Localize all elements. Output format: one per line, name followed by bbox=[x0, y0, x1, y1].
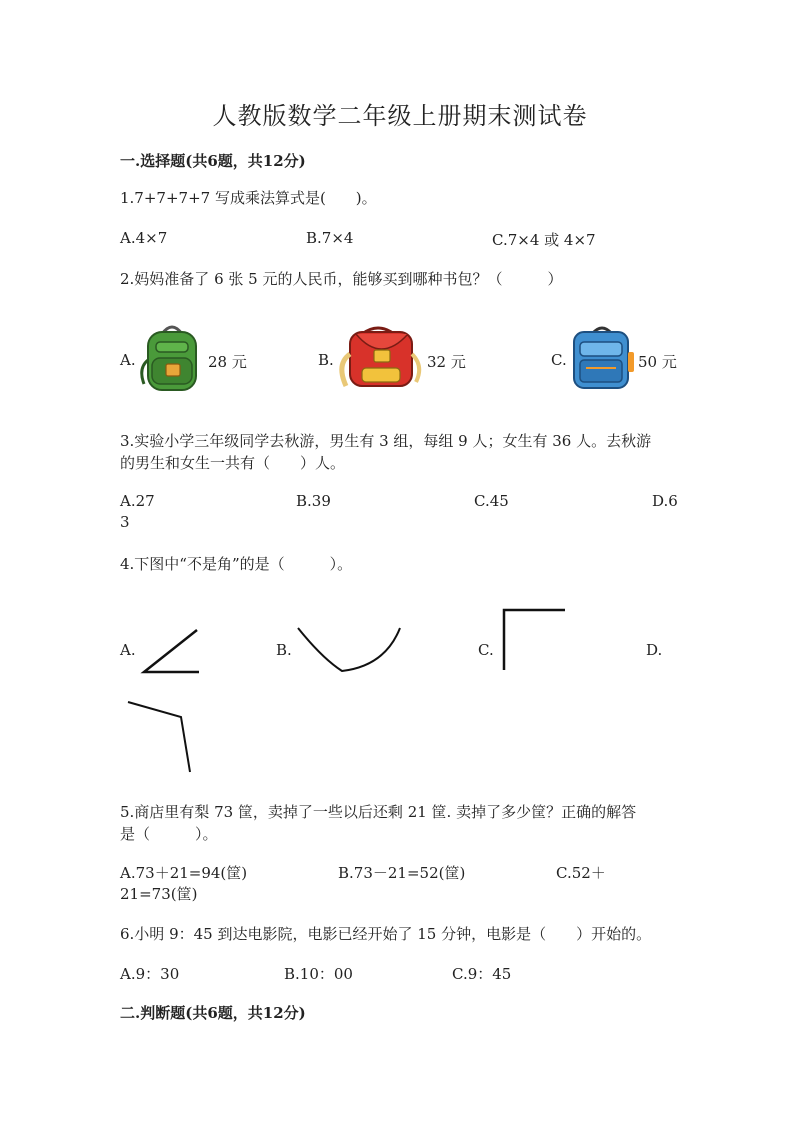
figure-c-angle bbox=[504, 610, 565, 670]
q6-option-b: B.10：00 bbox=[284, 965, 353, 983]
question-5-line-2: 是（ ）。 bbox=[120, 825, 218, 843]
q2-option-b-label: B. bbox=[318, 351, 334, 369]
question-3-line-1: 3.实验小学三年级同学去秋游，男生有 3 组，每组 9 人；女生有 36 人。去秋游 bbox=[120, 432, 652, 450]
q4-label-d: D. bbox=[646, 641, 663, 659]
q5-option-c-wrap: 21=73(筐) bbox=[120, 885, 198, 903]
q5-option-a: A.73＋21=94(筐) bbox=[120, 864, 248, 882]
question-1: 1.7+7+7+7 写成乘法算式是( )。 bbox=[120, 189, 377, 207]
q5-option-b: B.73－21=52(筐) bbox=[338, 864, 466, 882]
q2-price-b: 32 元 bbox=[427, 353, 466, 371]
section-1-heading: 一.选择题(共6题，共12分) bbox=[120, 152, 306, 170]
question-5-line-1: 5.商店里有梨 73 筐，卖掉了一些以后还剩 21 筐. 卖掉了多少筐？正确的解答 bbox=[120, 803, 637, 821]
q2-option-c-label: C. bbox=[551, 351, 567, 369]
q2-price-a: 28 元 bbox=[208, 353, 247, 371]
q3-option-b: B.39 bbox=[296, 492, 331, 510]
section-2-heading: 二.判断题(共6题，共12分) bbox=[120, 1004, 306, 1022]
question-3-line-2: 的男生和女生一共有（ ）人。 bbox=[120, 454, 346, 472]
q2-price-c: 50 元 bbox=[638, 353, 677, 371]
q3-option-a: A.27 bbox=[120, 492, 155, 510]
q6-option-a: A.9：30 bbox=[120, 965, 180, 983]
page-title: 人教版数学二年级上册期末测试卷 bbox=[212, 102, 588, 130]
q4-label-a: A. bbox=[120, 641, 136, 659]
q3-option-d-wrap: 3 bbox=[120, 513, 130, 531]
figure-d-angle bbox=[128, 702, 190, 772]
question-4: 4.下图中“不是角”的是（ ）。 bbox=[120, 555, 353, 573]
question-6: 6.小明 9：45 到达电影院，电影已经开始了 15 分钟，电影是（ ）开始的。 bbox=[120, 925, 652, 943]
q6-option-c: C.9：45 bbox=[452, 965, 512, 983]
figure-b-curve bbox=[298, 628, 400, 671]
q5-option-c: C.52＋ bbox=[556, 864, 606, 882]
q4-label-c: C. bbox=[478, 641, 494, 659]
q3-option-d: D.6 bbox=[652, 492, 678, 510]
q1-option-c: C.7×4 或 4×7 bbox=[492, 231, 596, 249]
q1-option-b: B.7×4 bbox=[306, 229, 354, 247]
q4-label-b: B. bbox=[276, 641, 292, 659]
figure-a-angle bbox=[144, 630, 199, 672]
q2-option-a-label: A. bbox=[120, 351, 136, 369]
q1-option-a: A.4×7 bbox=[120, 229, 168, 247]
question-2: 2.妈妈准备了 6 张 5 元的人民币，能够买到哪种书包？（ ） bbox=[120, 270, 563, 288]
q3-option-c: C.45 bbox=[474, 492, 509, 510]
